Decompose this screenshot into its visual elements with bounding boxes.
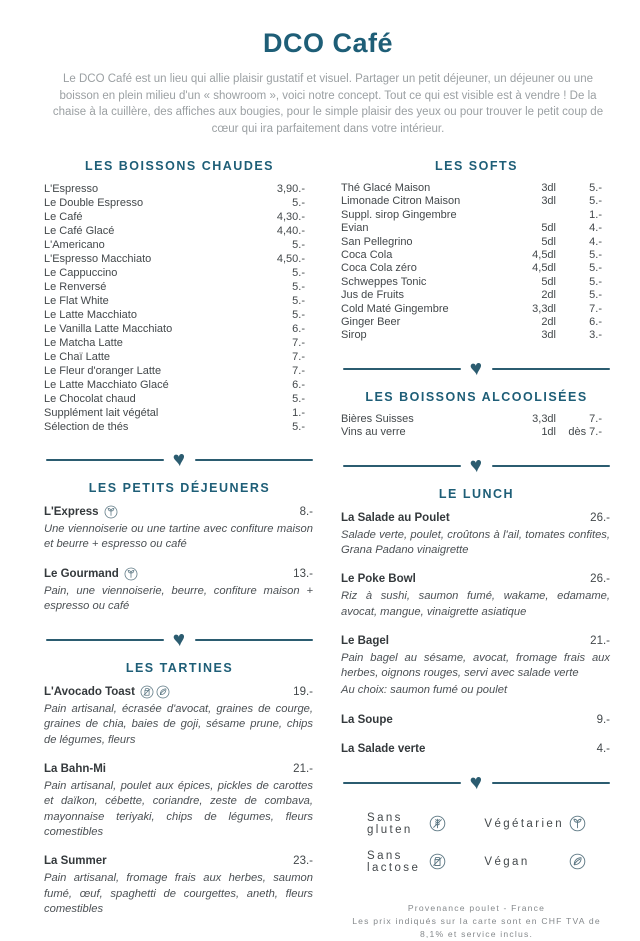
menu-dish [341,712,612,728]
section-lunch [341,487,612,757]
legend-item [484,812,586,836]
heart-icon [469,773,483,792]
item-name: Sélection de thés [44,421,129,433]
legend-icon-slot [569,815,586,832]
dish-description: Pain bagel au sésame, avocat, fromage frais aux herbes, oignons rouges, servi avec salade verte [341,651,610,680]
item-price: 3,90.- [276,183,305,195]
divider-line [46,639,164,641]
item-name: Le Café Glacé [44,225,115,237]
menu-item-row [341,316,602,329]
section-tartines [44,661,315,917]
legend-item [367,850,446,874]
dish-price: 21.- [293,763,313,776]
legend-label: Sans lactose [367,849,421,874]
dish-header [44,684,313,700]
diet-legend [341,798,612,874]
item-price: 5.- [292,239,305,251]
item-name: Cold Maté Gingembre [341,302,449,315]
item-price: 5.- [589,195,602,208]
legend-icon-slot [429,815,446,832]
item-volume: 3dl [541,195,556,208]
menu-dish [341,633,612,699]
vegan-icon [156,685,170,699]
item-name: Le Chaï Latte [44,351,111,363]
menu-item-row [44,322,305,336]
item-volume: 1dl [541,426,556,439]
item-name: L'Americano [44,239,105,251]
item-price: 6.- [292,323,305,335]
dish-name: La Salade au Poulet [341,511,450,524]
menu-dish [44,853,315,917]
menu-item-row [341,262,602,275]
item-price: 4,50.- [276,253,305,265]
divider-line [492,368,610,370]
vegetarian-icon [104,505,118,519]
item-price: 5.- [589,182,602,194]
legend-label: Végétarien [484,817,564,830]
item-name: Thé Glacé Maison [341,182,431,194]
menu-item-row [341,329,602,342]
right-column [341,147,612,941]
dish-price: 19.- [293,686,313,699]
dish-header [341,571,610,587]
section-title-alcoolisees: LES BOISSONS ALCOOLISÉES [365,389,588,404]
menu-item-row [44,308,305,322]
item-price: dès 7.- [568,426,602,439]
dish-description: Riz à sushi, saumon fumé, wakame, edamame, avocat, mangue, vinaigrette asiatique [341,590,610,618]
dish-diet-icons [124,567,138,581]
legend-icon-slot [429,853,446,870]
item-name: Le Renversé [44,281,107,293]
item-name: L'Espresso [44,183,99,195]
section-alcoolisees [341,390,612,440]
menu-item-row [341,289,602,302]
item-volume: 4,5dl [532,249,556,262]
lunch-list [341,510,612,757]
menu-dish [341,571,612,620]
menu-columns [44,147,612,941]
dish-header [341,510,610,526]
dish-header [44,761,313,777]
menu-item-row [44,392,305,406]
item-price: 5.- [292,267,305,279]
item-name: Vins au verre [341,426,406,439]
lactose-free-icon [429,853,446,870]
item-name: Le Double Espresso [44,197,144,209]
heart-icon [172,450,186,469]
item-name: Coca Cola [341,249,393,262]
item-price: 4.- [589,222,602,235]
heart-divider [46,631,313,649]
dish-name: Le Bagel [341,634,389,647]
item-name: San Pellegrino [341,235,413,248]
menu-item-row [44,420,305,434]
item-price: 5.- [292,393,305,405]
dish-name: La Soupe [341,713,393,726]
page-title: DCO Café [262,28,394,58]
section-title-boissons-chaudes: LES BOISSONS CHAUDES [84,159,275,173]
dish-name: L'Avocado Toast [44,686,135,699]
item-name: Le Fleur d'oranger Latte [44,365,162,377]
footer-prices: Les prix indiqués sur la carte sont en CHF TVA de 8,1% et service inclus. [352,915,601,939]
menu-item-row [341,236,602,249]
menu-item-row [341,249,602,262]
dish-header [341,633,610,649]
dish-header [44,566,313,582]
divider-line [492,465,610,467]
item-name: Le Matcha Latte [44,337,123,349]
item-name: Le Café [44,211,83,223]
item-name: Suppl. sirop Gingembre [341,208,457,221]
section-title-lunch: LE LUNCH [438,486,515,501]
heart-icon [172,631,186,650]
dish-name: L'Express [44,506,99,518]
menu-dish [341,741,612,757]
menu-item-row [44,224,305,238]
divider-line [343,465,461,467]
section-softs [341,159,612,343]
item-name: Le Vanilla Latte Macchiato [44,323,173,335]
item-price: 5.- [589,249,602,262]
divider-line [195,459,313,461]
item-price: 5.- [292,421,305,433]
item-price: 7.- [292,351,305,363]
divider-line [343,782,461,784]
item-price: 4,40.- [276,225,305,237]
item-volume: 3dl [541,329,556,342]
menu-item-row [44,336,305,350]
item-name: Le Flat White [44,295,109,307]
dish-description: Pain artisanal, écrasée d'avocat, graines de courge, graines de chia, baies de goji, sésame prune, chips de légumes, fleurs [44,703,313,746]
heart-icon [469,456,483,475]
tartines-list [44,684,315,917]
dish-name: La Summer [44,855,107,868]
item-name: Supplément lait végétal [44,407,159,419]
section-title-softs: LES SOFTS [435,159,518,173]
menu-item-row [341,276,602,289]
item-price: 5.- [292,309,305,321]
vegetarian-icon [124,567,138,581]
left-column [44,147,315,930]
heart-icon [469,359,483,378]
item-name: Ginger Beer [341,316,401,329]
item-price: 5.- [292,281,305,293]
section-title-tartines: LES TARTINES [125,661,234,676]
dish-diet-icons [104,505,118,519]
legend-item [367,812,446,836]
footer-provenance: Provenance poulet - France [407,902,546,913]
item-volume: 5dl [541,275,556,288]
item-volume: 4,5dl [532,262,556,275]
dish-diet-icons [140,685,170,699]
item-price: 5.- [589,289,602,302]
dish-price: 9.- [596,713,610,726]
menu-item-row [341,426,602,439]
menu-item-row [44,182,305,196]
legend-label: Végan [484,855,530,868]
item-price: 4,30.- [276,211,305,223]
item-price: 6.- [292,379,305,391]
dish-price: 26.- [590,511,610,524]
menu-item-row [341,209,602,222]
menu-item-row [341,222,602,235]
dish-price: 21.- [590,634,610,647]
gluten-free-icon [429,815,446,832]
divider-line [492,782,610,784]
vegetarian-icon [569,815,586,832]
softs-list [341,182,612,343]
dish-price: 8.- [299,506,313,518]
dish-price: 13.- [293,567,313,580]
dish-name: La Bahn-Mi [44,763,106,776]
alcoolisees-list [341,413,612,440]
boissons-chaudes-list [44,182,315,434]
menu-item-row [44,350,305,364]
menu-dish [44,684,315,748]
menu-item-row [44,266,305,280]
dish-price: 26.- [590,573,610,586]
menu-item-row [341,413,602,426]
menu-item-row [44,210,305,224]
item-volume [506,209,556,222]
legend-icon-slot [569,853,586,870]
item-name: Coca Cola zéro [341,262,417,275]
item-price: 6.- [589,316,602,329]
menu-dish [44,761,315,840]
dish-description: Pain artisanal, fromage frais aux herbes, saumon fumé, œuf, spaghetti de courgettes, aneth, fleurs comestibles [44,872,313,915]
item-volume: 3,3dl [532,412,556,425]
dish-header [44,504,313,520]
item-price: 7.- [589,412,602,425]
item-price: 5.- [589,275,602,288]
dish-description-note: Au choix: saumon fumé ou poulet [341,684,508,697]
heart-divider [343,360,610,378]
menu-item-row [44,294,305,308]
item-name: Sirop [341,329,367,342]
item-price: 1.- [589,208,602,221]
divider-line [46,459,164,461]
legend-item [484,850,586,874]
item-price: 1.- [292,407,305,419]
item-price: 5.- [292,197,305,209]
dish-description: Pain, une viennoiserie, beurre, confiture maison + espresso ou café [44,584,313,612]
footer-note [341,902,612,941]
item-price: 5.- [292,295,305,307]
menu-dish [44,566,315,615]
item-price: 4.- [589,235,602,248]
menu-item-row [44,280,305,294]
item-name: L'Espresso Macchiato [44,253,152,265]
item-name: Bières Suisses [341,412,414,425]
item-price: 3.- [589,329,602,342]
dish-name: Le Gourmand [44,567,119,580]
item-volume: 3dl [541,182,556,194]
item-price: 7.- [292,337,305,349]
menu-dish [44,504,315,553]
menu-item-row [341,195,602,208]
item-price: 5.- [589,262,602,275]
dish-description: Pain artisanal, poulet aux épices, pickles de carottes et daïkon, cébette, coriandre, zeste de combava, mayonnaise teriyaki, chips de légumes, fleurs comestibles [44,780,313,838]
item-name: Le Latte Macchiato [44,309,137,321]
item-name: Le Chocolat chaud [44,393,136,405]
item-volume: 2dl [541,316,556,329]
dish-name: La Salade verte [341,742,426,755]
menu-item-row [44,238,305,252]
dish-header [341,712,610,728]
menu-item-row [44,364,305,378]
item-name: Jus de Fruits [341,289,404,302]
section-boissons-chaudes [44,159,315,434]
section-title-petits-dejeuners: LES PETITS DÉJEUNERS [88,481,271,495]
menu-item-row [44,252,305,266]
item-name: Le Latte Macchiato Glacé [44,379,169,391]
section-petits-dejeuners [44,481,315,614]
dish-header [44,853,313,869]
dish-name: Le Poke Bowl [341,573,416,586]
divider-line [195,639,313,641]
vegan-icon [569,853,586,870]
menu-item-row [341,182,602,195]
heart-divider [343,774,610,792]
dish-price: 4.- [596,742,610,755]
item-name: Schweppes Tonic [341,275,427,288]
item-volume: 5dl [541,222,556,235]
menu-item-row [44,378,305,392]
dish-description: Une viennoiserie ou une tartine avec confiture maison et beurre + espresso ou café [44,523,313,551]
dish-price: 23.- [293,855,313,868]
menu-item-row [44,406,305,420]
item-name: Le Cappuccino [44,267,118,279]
dish-description: Salade verte, poulet, croûtons à l'ail, tomates confites, Grana Padano vinaigrette [341,528,610,556]
menu-dish [341,510,612,559]
petits-dejeuners-list [44,504,315,614]
dish-header [341,741,610,757]
menu-item-row [341,303,602,316]
heart-divider [343,457,610,475]
item-name: Limonade Citron Maison [341,195,461,208]
legend-label: Sans gluten [367,811,413,836]
divider-line [343,368,461,370]
heart-divider [46,451,313,469]
item-price: 7.- [292,365,305,377]
lactose-free-icon [140,685,154,699]
item-volume: 3,3dl [532,302,556,315]
item-volume: 2dl [541,289,556,302]
item-volume: 5dl [541,235,556,248]
item-price: 7.- [589,302,602,315]
menu-item-row [44,196,305,210]
item-name: Evian [341,222,369,235]
intro-paragraph: Le DCO Café est un lieu qui allie plaisir gustatif et visuel. Partager un petit déjeuner, un déjeuner ou une boisson en plein milieu d'un « showroom », voici notre concept. Tout ce qui est visible est à vendre ! De la chaise à la cuillère, des affiches aux bougies, pour le simple plaisir des yeux ou pour trouver le petit coup de cœur qui ira parfaitement dans votre intérieur. [52,73,604,135]
